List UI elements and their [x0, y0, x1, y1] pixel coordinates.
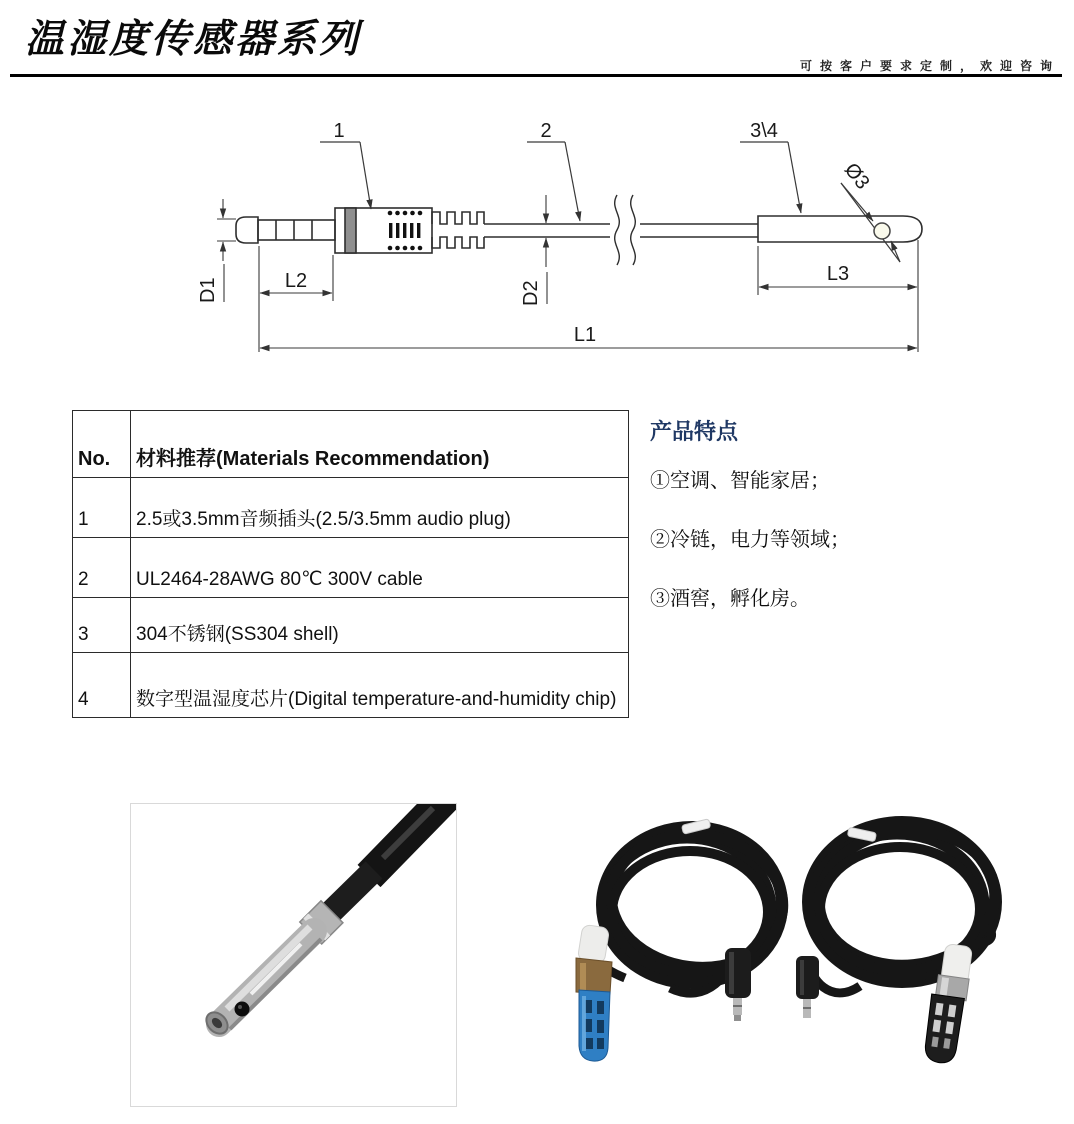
- blue-sensor-probe: [576, 924, 612, 1061]
- table-row: [73, 598, 629, 653]
- audio-plug: [725, 948, 751, 1021]
- dimension-lines: [217, 195, 918, 352]
- row-desc: UL2464-28AWG 80℃ 300V cable: [131, 538, 629, 598]
- feature-item: ③酒窖，孵化房。: [650, 588, 810, 610]
- row-no: 3: [73, 598, 131, 653]
- table-header-row: [73, 411, 629, 478]
- row-desc: 304不锈钢(SS304 shell): [131, 598, 629, 653]
- page-title: 温湿度传感器系列: [25, 16, 362, 62]
- probe-closeup-illustration: [131, 804, 456, 1106]
- callout-leaders: [320, 142, 801, 221]
- callout-1: 1: [333, 120, 345, 142]
- row-desc: 2.5或3.5mm音频插头(2.5/3.5mm audio plug): [131, 478, 629, 538]
- col-header-no: No.: [73, 411, 131, 478]
- col-header-material: 材料推荐(Materials Recommendation): [131, 411, 629, 478]
- callout-2: 2: [540, 120, 552, 142]
- sensor-outline: [236, 195, 922, 265]
- dim-l3-label: L3: [826, 263, 850, 285]
- dia-hole-callout: [840, 159, 900, 262]
- materials-table: [72, 410, 629, 718]
- technical-drawing: [170, 100, 1074, 380]
- table-row: [73, 478, 629, 538]
- coiled-cables-illustration: [530, 800, 1074, 1110]
- dim-dia-label: Ø3: [839, 159, 874, 194]
- dim-d1-label: D1: [197, 277, 219, 303]
- plug-texture: [388, 211, 423, 251]
- features-title: 产品特点: [650, 419, 739, 444]
- probe-closeup-photo: [130, 803, 457, 1107]
- header-rule: [10, 74, 1062, 77]
- tagline: 可按客户要求定制，欢迎咨询: [799, 59, 1060, 73]
- row-no: 2: [73, 538, 131, 598]
- table-row: [73, 653, 629, 718]
- row-no: 1: [73, 478, 131, 538]
- row-no: 4: [73, 653, 131, 718]
- dim-l1-label: L1: [573, 324, 597, 346]
- callout-3-4: 3\4: [750, 120, 778, 142]
- coiled-cables-photo: [530, 800, 1074, 1110]
- product-features: [650, 415, 1050, 641]
- dim-d2-label: D2: [520, 280, 542, 306]
- feature-item: ①空调、智能家居；: [650, 470, 830, 492]
- audio-plug: [796, 956, 819, 1018]
- dim-l2-label: L2: [284, 270, 308, 292]
- feature-item: ②冷链，电力等领域；: [650, 529, 850, 551]
- table-row: [73, 538, 629, 598]
- row-desc: 数字型温湿度芯片(Digital temperature-and-humidity chip): [131, 653, 629, 718]
